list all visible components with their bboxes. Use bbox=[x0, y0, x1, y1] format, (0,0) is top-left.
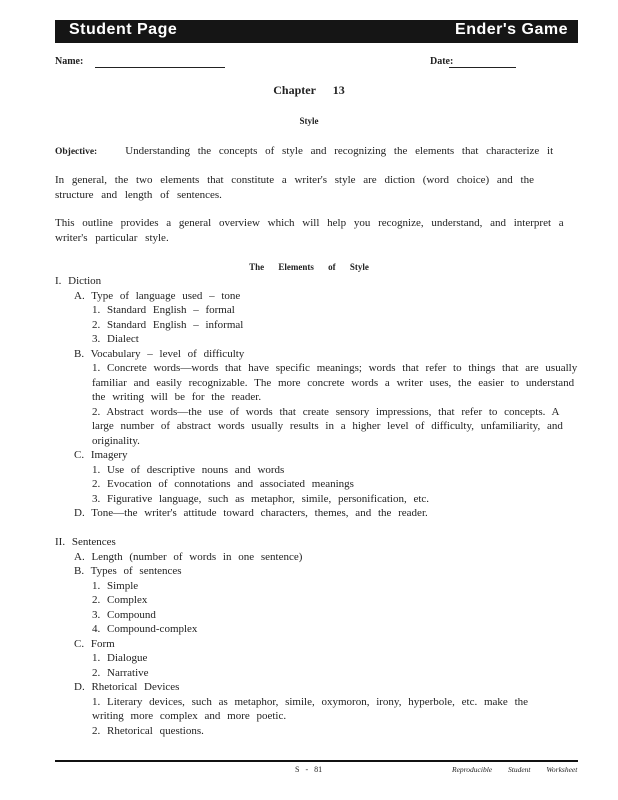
outline-item: 4. Compound-complex bbox=[92, 623, 198, 635]
outline-item: C. Imagery bbox=[74, 449, 128, 461]
objective-label: Objective: bbox=[55, 147, 98, 157]
outline-item: 3. Figurative language, such as metaphor, simile, personification, etc. bbox=[92, 492, 430, 505]
outline-item: B. Vocabulary – level of difficulty bbox=[74, 347, 245, 360]
outline-item: 3. Compound bbox=[92, 608, 156, 621]
outline-item: I. Diction bbox=[55, 275, 102, 287]
outline-item: D. Tone—the writer's attitude toward characters, themes, and the reader. bbox=[74, 507, 428, 519]
objective bbox=[55, 144, 565, 160]
section-subtitle: Style bbox=[299, 116, 319, 126]
outline-item: 2. Abstract words—the use of words that create sensory impressions, that refer to concepts. A large number of abstract words usually results in a higher level of difficulty, unfamiliarity, and originality. bbox=[92, 405, 563, 447]
outline-item: B. Types of sentences bbox=[74, 565, 182, 577]
name-label: Name: bbox=[55, 56, 84, 67]
outline-item: 2. Rhetorical questions. bbox=[92, 724, 204, 737]
outline-item: 1. Concrete words—words that have specific meanings; words that refer to things that are usually familiar and easily recognizable. The more concrete words a writer uses, the easier to understand the writing will be for the reader. bbox=[92, 362, 578, 403]
objective-text: Understanding the concepts of style and recognizing the elements that characterize it bbox=[125, 145, 554, 157]
header-banner bbox=[55, 20, 578, 43]
outline-item: II. Sentences bbox=[55, 536, 116, 548]
date-label: Date: bbox=[430, 56, 454, 67]
outline-item: 2. Evocation of connotations and associated meanings bbox=[92, 478, 354, 490]
date-field-line[interactable] bbox=[449, 67, 516, 68]
outline-item: 1. Literary devices, such as metaphor, simile, oxymoron, irony, hyperbole, etc. make the writing more complex and more poetic. bbox=[92, 695, 529, 722]
name-field-line[interactable] bbox=[95, 67, 225, 68]
page-number: S - 81 bbox=[295, 765, 323, 774]
chapter-title: Chapter 13 bbox=[273, 83, 345, 97]
outline-item: 1. Simple bbox=[92, 579, 139, 592]
outline-item: 1. Use of descriptive nouns and words bbox=[92, 463, 285, 476]
outline-item: A. Length (number of words in one sentence) bbox=[74, 550, 303, 563]
outline-item: 2. Narrative bbox=[92, 666, 149, 679]
outline-item: 1. Dialogue bbox=[92, 652, 148, 664]
outline-item: 2. Complex bbox=[92, 594, 148, 606]
overview-paragraph: This outline provides a general overview which will help you recognize, understand, and interpret a writer's particular style. bbox=[55, 217, 564, 244]
outline-item: 2. Standard English – informal bbox=[92, 318, 244, 331]
outline-item: A. Type of language used – tone bbox=[74, 289, 241, 302]
outline-item: C. Form bbox=[74, 637, 115, 650]
outline-item: 1. Standard English – formal bbox=[92, 304, 235, 316]
footer-rule bbox=[55, 760, 578, 762]
footer-label: Reproducible Student Worksheet bbox=[452, 765, 578, 774]
outline-item: 3. Dialect bbox=[92, 333, 139, 345]
intro-paragraph: In general, the two elements that constitute a writer's style are diction (word choice) and the structure and length of sentences. bbox=[55, 174, 534, 201]
header-book-title: Ender's Game bbox=[455, 21, 568, 38]
outline-item: D. Rhetorical Devices bbox=[74, 681, 180, 693]
header-student-page: Student Page bbox=[69, 21, 178, 38]
outline-title: The Elements of Style bbox=[249, 262, 369, 272]
